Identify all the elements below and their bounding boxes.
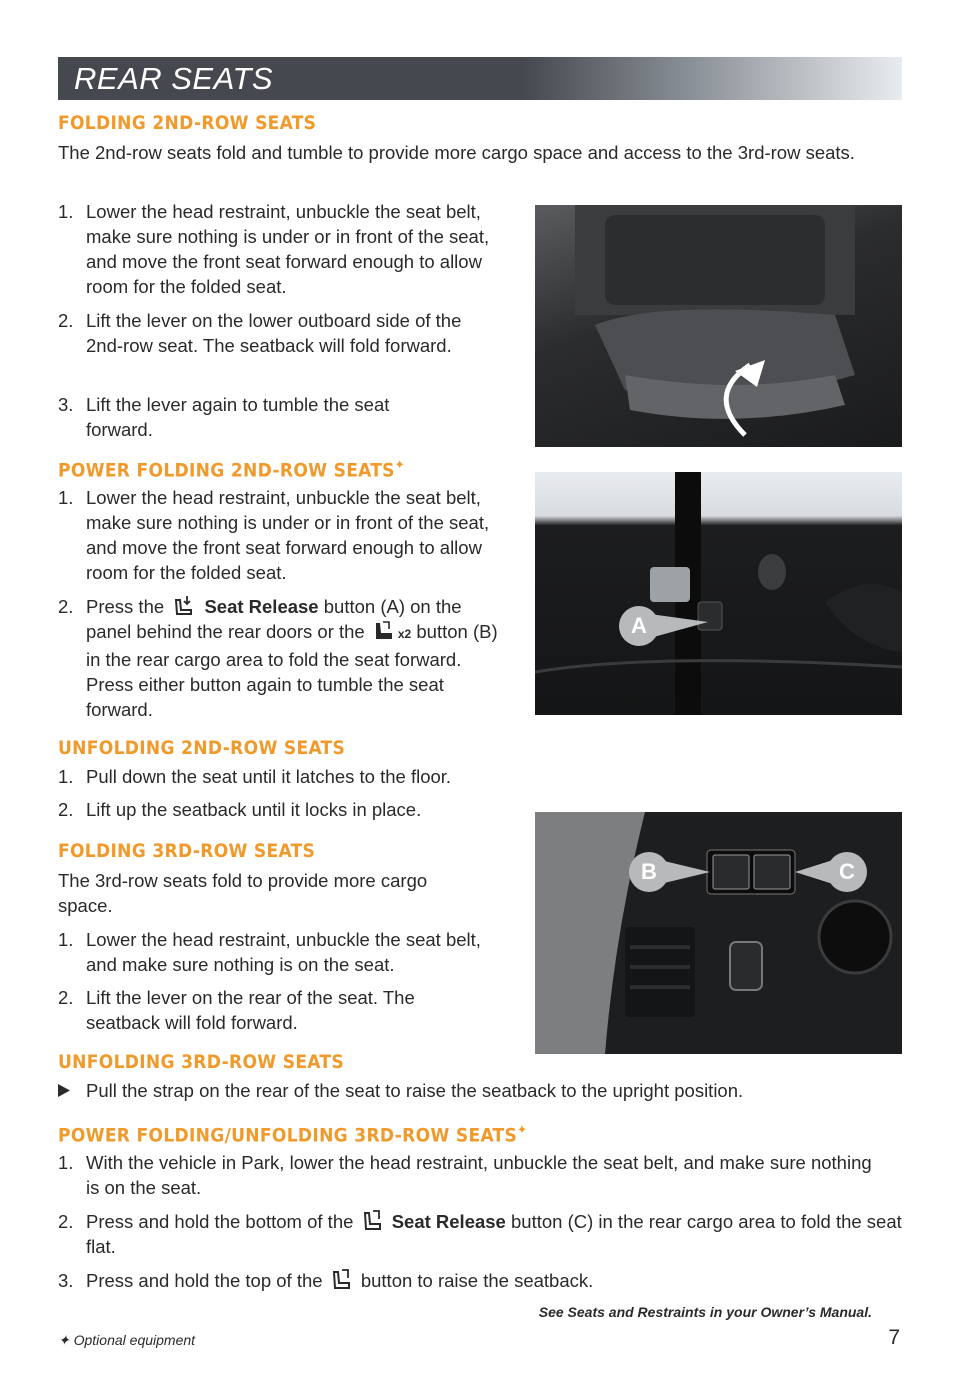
- heading-text: POWER FOLDING/UNFOLDING 3RD-ROW SEATS: [58, 1124, 518, 1147]
- heading-folding-3rd-row: FOLDING 3RD-ROW SEATS: [58, 840, 316, 862]
- panel-illustration: [535, 472, 902, 715]
- heading-unfolding-2nd-row: UNFOLDING 2ND-ROW SEATS: [58, 737, 346, 759]
- step-text: [86, 1209, 908, 1259]
- intro-folding-2nd-row: The 2nd-row seats fold and tumble to provide more cargo space and access to the 3rd-row seats.: [58, 142, 855, 163]
- bullet-arrow-icon: [58, 1084, 70, 1097]
- optional-equipment-note: ✦ Optional equipment: [58, 1332, 196, 1348]
- section-title: REAR SEATS: [74, 61, 274, 96]
- intro-folding-3rd-row: The 3rd-row seats fold to provide more cargo space.: [58, 870, 428, 916]
- heading-power-folding-3rd-row: [58, 1123, 527, 1146]
- step-number: 1.: [58, 766, 74, 787]
- callout-c-pointer: [795, 858, 835, 886]
- optional-mark: ✦: [394, 458, 405, 473]
- callout-b: B: [629, 852, 669, 892]
- list-item: [58, 308, 478, 358]
- photo-cargo-buttons: [535, 812, 902, 1054]
- step-text: [86, 594, 503, 722]
- page-number: 7: [888, 1326, 900, 1349]
- step-text: Lower the head restraint, unbuckle the seat belt, make sure nothing is under or in front of the seat, and move the front seat forward enough to allow room for the folded seat.: [86, 201, 490, 297]
- list-item: [58, 199, 508, 299]
- photo-folded-seat: [535, 205, 902, 447]
- step-text: Lower the head restraint, unbuckle the seat belt, make sure nothing is under or in front of the seat, and move the front seat forward enough to allow room for the folded seat.: [86, 487, 490, 583]
- step-text: Lift the lever again to tumble the seat forward.: [86, 394, 390, 440]
- step-number: 2.: [58, 1211, 74, 1232]
- step-text: Lift up the seatback until it locks in place.: [86, 799, 422, 820]
- list-item: [58, 797, 538, 822]
- step-text: Pull down the seat until it latches to the floor.: [86, 766, 452, 787]
- step-number: 1.: [58, 487, 74, 508]
- step-text: Lift the lever on the lower outboard side of the 2nd-row seat. The seatback will fold forward.: [86, 310, 462, 356]
- heading-folding-2nd-row: FOLDING 2ND-ROW SEATS: [58, 112, 317, 134]
- step-number: 1.: [58, 201, 74, 222]
- step-number: 3.: [58, 1270, 74, 1291]
- step-text-part: button (A) on the panel behind the rear doors or the: [86, 596, 462, 642]
- seat-release-label: Seat Release: [204, 596, 319, 617]
- step-text: Lower the head restraint, unbuckle the seat belt, and make sure nothing is on the seat.: [86, 929, 481, 975]
- step-text: Pull the strap on the rear of the seat to raise the seatback to the upright position.: [86, 1080, 744, 1101]
- heading-power-folding-2nd-row: [58, 458, 405, 481]
- heading-unfolding-3rd-row: UNFOLDING 3RD-ROW SEATS: [58, 1051, 344, 1073]
- list-item: [58, 1209, 908, 1259]
- step-text: [86, 1268, 908, 1293]
- list-item: [58, 927, 508, 977]
- seat-release-label: Seat Release: [391, 1211, 506, 1232]
- callout-a: A: [619, 606, 659, 646]
- callout-b-pointer: [660, 858, 712, 886]
- list-item: [58, 594, 503, 722]
- step-text: With the vehicle in Park, lower the head restraint, unbuckle the seat belt, and make sure nothing is on the seat.: [86, 1152, 872, 1198]
- step-number: 2.: [58, 310, 74, 331]
- step-text-part: button (C) in the rear cargo area to fold the seat flat.: [86, 1211, 902, 1257]
- list-item: [58, 392, 458, 442]
- step-number: 2.: [58, 799, 74, 820]
- step-text: Lift the lever on the rear of the seat. The seatback will fold forward.: [86, 987, 415, 1033]
- seat-release-icon: [331, 1268, 353, 1290]
- list-item: [58, 1268, 908, 1293]
- list-item: [58, 485, 508, 585]
- seat-release-icon: [172, 594, 196, 616]
- x2-label: x2: [397, 627, 412, 641]
- step-number: 1.: [58, 1152, 74, 1173]
- owners-manual-reference: See Seats and Restraints in your Owner’s Manual.: [538, 1304, 872, 1320]
- step-text-part: button (B) in the rear cargo area to fold the seat forward. Press either button again to tumble the seat forward.: [86, 621, 498, 720]
- step-text-part: Press the: [86, 596, 165, 617]
- step-text-part: button to raise the seatback.: [360, 1270, 594, 1291]
- list-item: [58, 1078, 898, 1103]
- callout-a-pointer: [650, 612, 710, 640]
- list-item: [58, 985, 478, 1035]
- cargo-illustration: [535, 812, 902, 1054]
- step-number: 3.: [58, 394, 74, 415]
- callout-c: C: [827, 852, 867, 892]
- seat-release-icon: [362, 1209, 384, 1231]
- step-number: 2.: [58, 596, 74, 617]
- heading-text: POWER FOLDING 2ND-ROW SEATS: [58, 459, 395, 482]
- seat-illustration: [535, 205, 902, 447]
- step-text-part: Press and hold the bottom of the: [86, 1211, 354, 1232]
- step-text-part: Press and hold the top of the: [86, 1270, 323, 1291]
- photo-seat-release-panel: [535, 472, 902, 715]
- section-banner: [58, 57, 902, 100]
- step-number: 1.: [58, 929, 74, 950]
- optional-mark: ✦: [517, 1123, 528, 1138]
- step-number: 2.: [58, 987, 74, 1008]
- list-item: [58, 1150, 888, 1200]
- list-item: [58, 764, 538, 789]
- cargo-seat-icon: [373, 619, 395, 641]
